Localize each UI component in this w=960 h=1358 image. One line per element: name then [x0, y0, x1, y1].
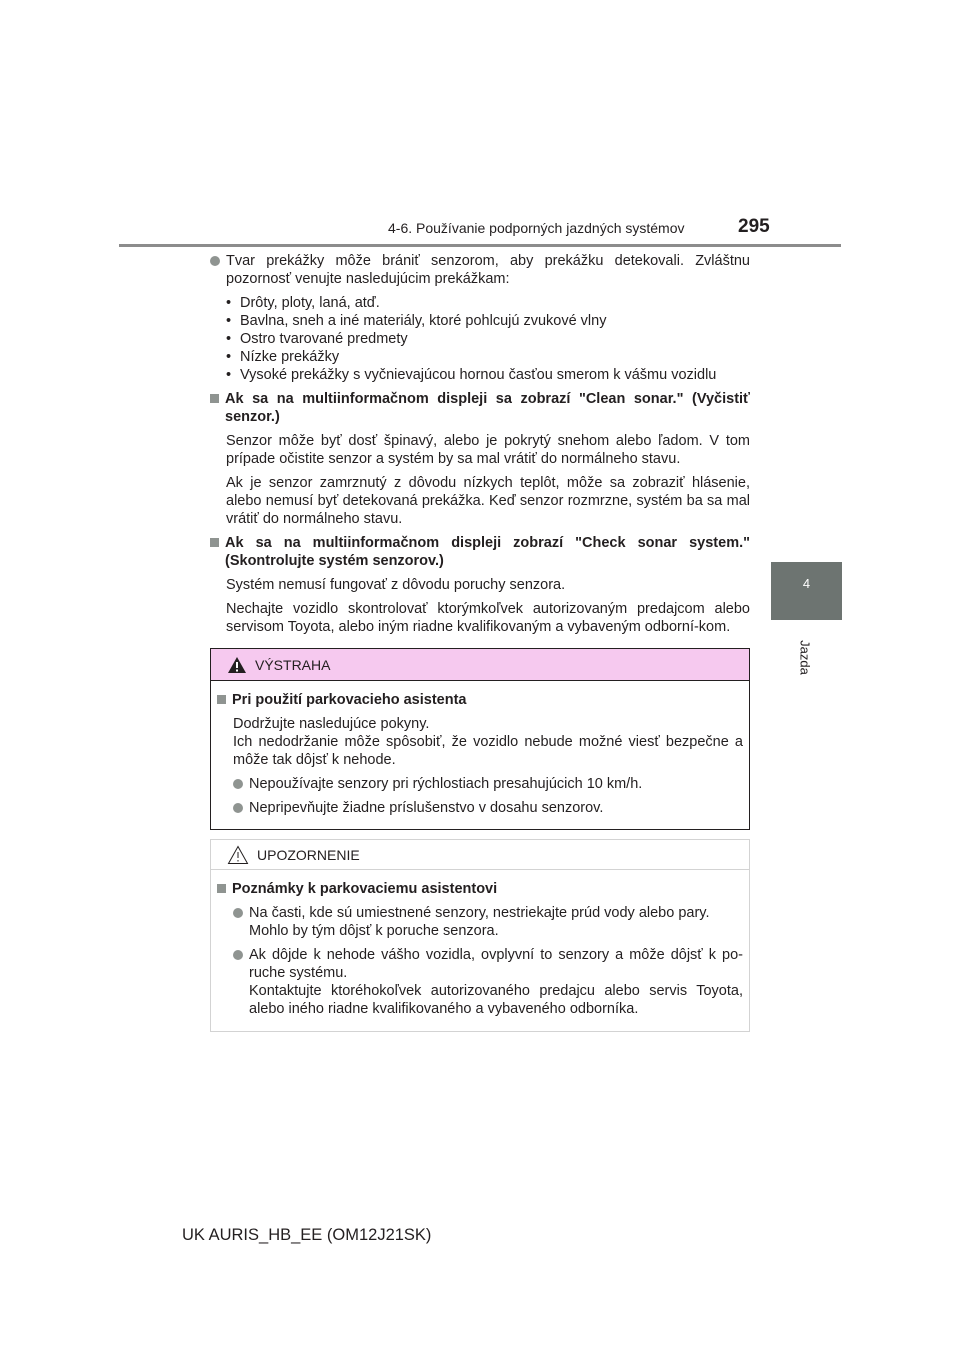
caution-bullet: [233, 946, 743, 1018]
list-item-text: Drôty, ploty, laná, atď.: [240, 295, 380, 311]
warning-title: VÝSTRAHA: [255, 656, 331, 673]
obstacle-list: [226, 294, 750, 384]
caution-bullet-line: Na časti, kde sú umiestnené senzory, nestriekajte prúd vody alebo pary.: [249, 905, 710, 921]
square-bullet-icon: [210, 394, 219, 403]
page-number: 295: [738, 216, 770, 237]
warning-bullet-text: Nepoužívajte senzory pri rýchlostiach presahujúcich 10 km/h.: [249, 776, 643, 792]
bullet-obstacle-shape: [210, 252, 750, 288]
warning-body: [211, 681, 749, 817]
warning-heading: Pri použití parkovacieho asistenta: [232, 692, 467, 708]
section-heading: Ak sa na multiinformačnom displeji zobrazí "Check sonar system." (Skontrolujte systém senzorov.): [225, 535, 750, 569]
list-item-text: Bavlna, sneh a iné materiály, ktoré pohlcujú zvukové vlny: [240, 313, 607, 329]
caution-heading: Poznámky k parkovaciemu asistentovi: [232, 881, 498, 897]
caution-heading-row: [217, 880, 743, 898]
circle-bullet-icon: [233, 803, 243, 813]
warning-heading-row: [217, 691, 743, 709]
caution-bullet-text: [249, 904, 743, 940]
warning-intro-line1: Dodržujte nasledujúce pokyny.: [233, 716, 430, 732]
caution-triangle-icon: [227, 845, 249, 865]
circle-bullet-icon: [233, 950, 243, 960]
list-item: • Drôty, ploty, laná, atď.: [226, 295, 380, 311]
model-code-footer: UK AURIS_HB_EE (OM12J21SK): [182, 1226, 432, 1244]
square-bullet-icon: [217, 695, 226, 704]
caution-bullet-line: Kontaktujte ktoréhokoľvek autorizovaného predajcu alebo servis Toyota, alebo iného riadne kvalifikovaného a vybaveného odborníka.: [249, 983, 743, 1017]
caution-title: UPOZORNENIE: [257, 846, 360, 863]
section-clean-sonar: [210, 390, 750, 426]
warning-bullet: [233, 799, 743, 817]
warning-intro-line2: Ich nedodržanie môže spôsobiť, že vozidlo nebude možné viesť bezpečne a môže tak dôjsť k nehode.: [233, 734, 743, 768]
list-item: • Bavlna, sneh a iné materiály, ktoré pohlcujú zvukové vlny: [226, 313, 607, 329]
section-check-sonar: [210, 534, 750, 570]
caution-bullet-line: Ak dôjde k nehode vášho vozidla, ovplyvní to senzory a môže dôjsť k po-ruche systému.: [249, 947, 743, 981]
caution-box: [210, 839, 750, 1032]
caution-bullet-text: [249, 946, 743, 1018]
list-item: • Nízke prekážky: [226, 349, 340, 365]
list-item: • Ostro tvarované predmety: [226, 331, 408, 347]
bullet-text: Tvar prekážky môže brániť senzorom, aby prekážku detekovali. Zvláštnu pozornosť venujte nasledujúcim prekážkam:: [226, 253, 750, 287]
section-title: 4-6. Používanie podporných jazdných systémov: [388, 220, 685, 236]
caution-bullet-line: Mohlo by tým dôjsť k poruche senzora.: [249, 923, 499, 939]
list-item-text: Ostro tvarované predmety: [240, 331, 408, 347]
paragraph: Systém nemusí fungovať z dôvodu poruchy senzora.: [226, 577, 566, 593]
warning-triangle-icon: [227, 656, 247, 674]
circle-bullet-icon: [233, 779, 243, 789]
warning-header: [211, 649, 749, 681]
main-content: [210, 252, 750, 642]
chapter-tab: [771, 562, 842, 620]
list-item: • Vysoké prekážky s vyčnievajúcou hornou časťou smerom k vášmu vozidlu: [226, 367, 717, 383]
list-item-text: Vysoké prekážky s vyčnievajúcou hornou časťou smerom k vášmu vozidlu: [240, 367, 717, 383]
warning-box: [210, 648, 750, 830]
chapter-label: Jazda: [797, 640, 813, 675]
list-item-text: Nízke prekážky: [240, 349, 340, 365]
circle-bullet-icon: [210, 256, 220, 266]
chapter-number: 4: [802, 576, 811, 591]
caution-bullet: [233, 904, 743, 940]
caution-body: [211, 870, 749, 1018]
warning-bullet: [233, 775, 743, 793]
paragraph: Ak je senzor zamrznutý z dôvodu nízkych teplôt, môže sa zobraziť hlásenie, alebo nemusí byť detekovaná prekážka. Keď senzor rozmrzne, systém ba sa mal vrátiť do normálneho stavu.: [226, 475, 750, 527]
warning-bullet-text: Nepripevňujte žiadne príslušenstvo v dosahu senzorov.: [249, 800, 604, 816]
header-divider: [119, 244, 841, 247]
square-bullet-icon: [210, 538, 219, 547]
paragraph: Senzor môže byť dosť špinavý, alebo je pokrytý snehom alebo ľadom. V tom prípade očistite senzor a systém by sa mal vrátiť do normálneho stavu.: [226, 433, 750, 467]
paragraph: Nechajte vozidlo skontrolovať ktorýmkoľvek autorizovaným predajcom alebo servisom Toyota, alebo iným riadne kvalifikovaným a vybaveným odborní-kom.: [226, 601, 750, 635]
caution-header: [211, 840, 749, 870]
square-bullet-icon: [217, 884, 226, 893]
circle-bullet-icon: [233, 908, 243, 918]
section-heading: Ak sa na multiinformačnom displeji sa zobrazí "Clean sonar." (Vyčistiť senzor.): [225, 391, 750, 425]
